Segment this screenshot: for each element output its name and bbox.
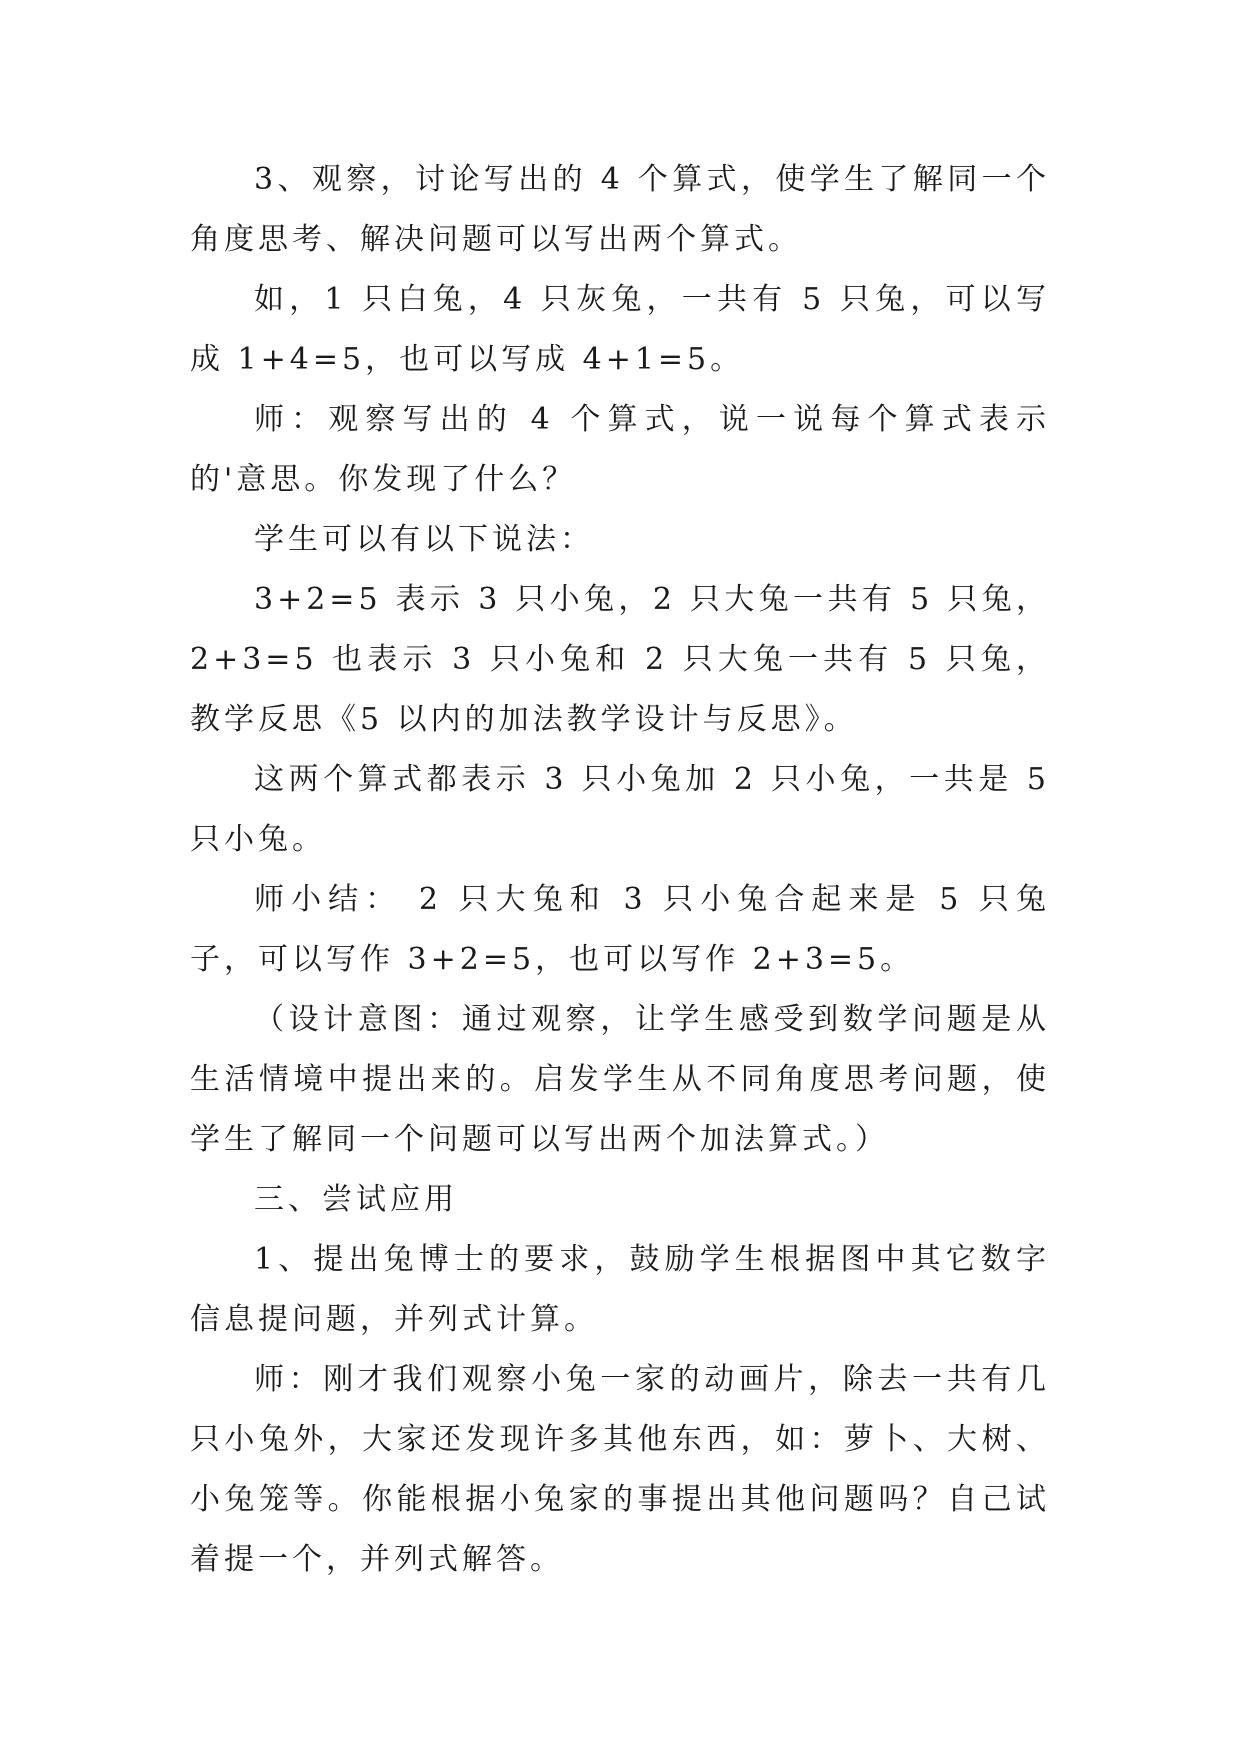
paragraph-design-intent: （设计意图：通过观察，让学生感受到数学问题是从生活情境中提出来的。启发学生从不同角度思考问题，使学生了解同一个问题可以写出两个加法算式。） (190, 1002, 1050, 1157)
section-heading-try-apply: 三、尝试应用 (254, 1182, 458, 1217)
paragraph-doctor-rabbit-task: 1、提出兔博士的要求，鼓励学生根据图中其它数字信息提问题，并列式计算。 (190, 1242, 1050, 1337)
paragraph-teacher-summary: 师小结： 2 只大兔和 3 只小兔合起来是 5 只兔子，可以写作 3+2=5，也可以写作 2+3=5。 (190, 882, 1050, 977)
paragraph-teacher-question: 师：观察写出的 4 个算式，说一说每个算式表示的'意思。你发现了什么？ (190, 402, 1050, 497)
paragraph-example-white-gray-rabbits: 如，1 只白兔，4 只灰兔，一共有 5 只兔，可以写成 1+4=5，也可以写成 4+1=5。 (190, 282, 1050, 377)
paragraph-observe-discuss: 3、观察，讨论写出的 4 个算式，使学生了解同一个角度思考、解决问题可以写出两个算式。 (190, 162, 1050, 257)
paragraph-teacher-prompt: 师：刚才我们观察小兔一家的动画片，除去一共有几只小兔外，大家还发现许多其他东西，如：萝卜、大树、小兔笼等。你能根据小兔家的事提出其他问题吗？自己试着提一个，并列式解答。 (190, 1362, 1050, 1577)
paragraph-student-answer: 3+2=5 表示 3 只小兔，2 只大兔一共有 5 只兔，2+3=5 也表示 3 只小兔和 2 只大兔一共有 5 只兔，教学反思《5 以内的加法教学设计与反思》。 (190, 582, 1050, 737)
paragraph-student-answers-intro: 学生可以有以下说法： (254, 522, 594, 557)
document-body (190, 150, 1050, 1590)
paragraph-both-equations: 这两个算式都表示 3 只小兔加 2 只小兔，一共是 5 只小兔。 (190, 762, 1050, 857)
